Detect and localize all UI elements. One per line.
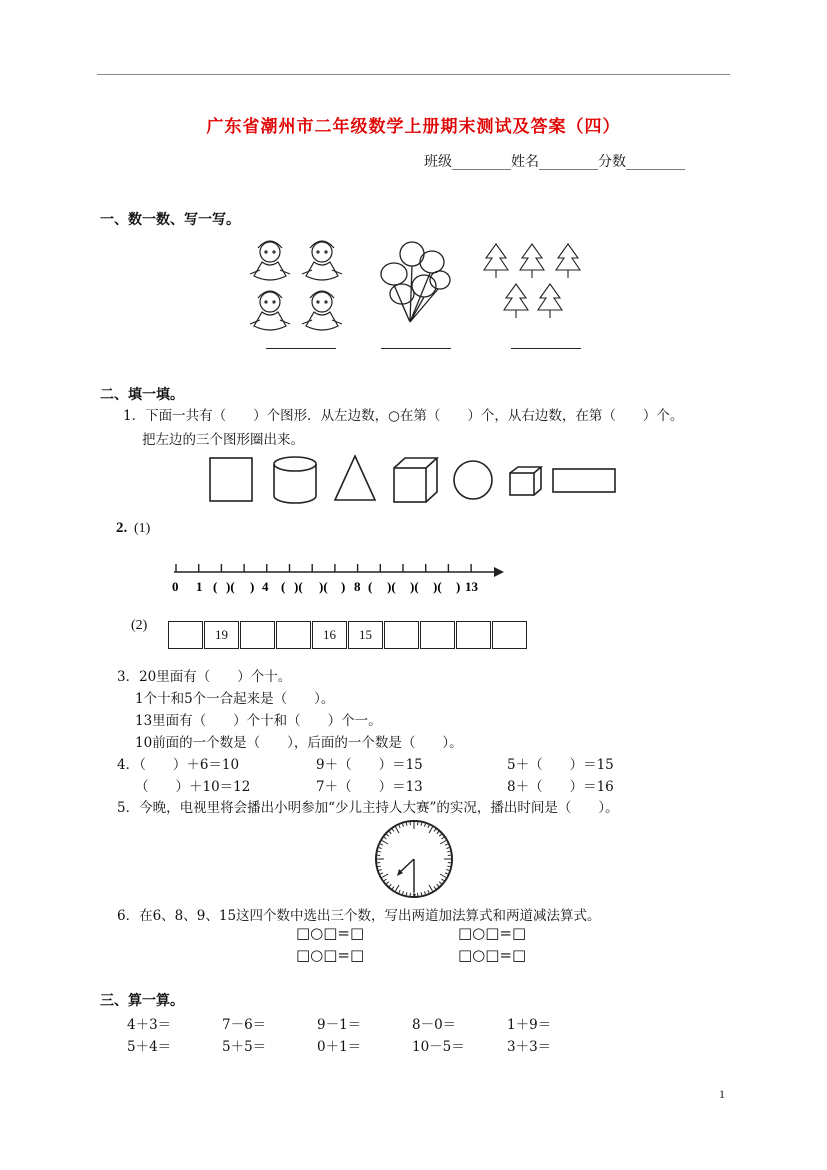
- shapes-row: [205, 452, 625, 508]
- q4-row2-b: 7＋（ ）＝13: [316, 779, 423, 795]
- clock-tick: [439, 834, 441, 836]
- student-info-line: 班级_______姓名_______分数_______: [424, 154, 686, 170]
- q2-sub2-label: (2): [131, 618, 148, 633]
- clock-tick: [445, 873, 448, 874]
- clock-tick: [428, 890, 429, 893]
- q5-text: 5．今晚，电视里将会播出小明参加“少儿主持人大赛”的实况，播出时间是（ ）。: [117, 800, 619, 816]
- q4-row2-c: 8＋（ ）＝16: [507, 779, 614, 795]
- q4-row1-c: 5＋（ ）＝15: [507, 757, 614, 773]
- calc-r1-3: 9－1＝: [317, 1017, 362, 1033]
- balloon-bunch: [381, 242, 450, 322]
- cylinder-shape: [274, 457, 316, 503]
- clock-tick: [429, 827, 433, 833]
- clock-tick: [387, 882, 389, 884]
- answer-blank-trees[interactable]: [511, 348, 581, 349]
- number-box-cell[interactable]: [492, 621, 527, 649]
- q6-formula-4[interactable]: □○□=□: [458, 946, 527, 964]
- clock-tick: [440, 874, 446, 878]
- clock-tick: [446, 870, 449, 871]
- q6-formula-1[interactable]: □○□=□: [296, 924, 365, 942]
- q6-formula-3[interactable]: □○□=□: [296, 946, 365, 964]
- number-box-cell[interactable]: [420, 621, 455, 649]
- number-box-cell: 16: [312, 621, 347, 649]
- clock-tick: [445, 844, 448, 845]
- section2-heading: 二、填一填。: [100, 387, 184, 403]
- section1-heading: 一、数一数、写一写。: [100, 212, 240, 228]
- square-shape: [210, 458, 252, 501]
- clock-tick: [399, 890, 400, 893]
- clock-tick: [421, 823, 422, 826]
- clock-tick: [406, 823, 407, 826]
- calc-r2-4: 10－5＝: [412, 1039, 465, 1055]
- clock-tick: [437, 832, 439, 834]
- clock-tick: [425, 891, 426, 894]
- answer-blank-dolls[interactable]: [266, 348, 336, 349]
- number-line-label: )(: [226, 579, 235, 594]
- number-line-label: (: [281, 579, 286, 594]
- number-line-label: ): [250, 579, 255, 594]
- clock-tick: [382, 874, 388, 878]
- number-box-cell[interactable]: [276, 621, 311, 649]
- clock-tick: [379, 870, 382, 871]
- number-box-cell[interactable]: [384, 621, 419, 649]
- header-rule: [97, 74, 730, 75]
- q3-line-1: 3．20里面有（ ）个十。: [117, 669, 292, 685]
- number-line-label: (: [368, 579, 373, 594]
- q1-instruction: 把左边的三个图形圈出来。: [142, 432, 304, 448]
- clock-tick: [406, 892, 407, 895]
- number-line-label: )(: [294, 579, 303, 594]
- calc-r1-5: 1＋9＝: [507, 1017, 552, 1033]
- clock-tick: [382, 841, 388, 845]
- clock-tick: [378, 866, 381, 867]
- q4-row1-a: 4．（ ）＋6＝10: [117, 757, 240, 773]
- clock-tick: [380, 844, 383, 845]
- number-line-label: 13: [465, 579, 478, 594]
- q6-text: 6．在6、8、9、15这四个数中选出三个数，写出两道加法算式和两道减法算式。: [117, 908, 601, 924]
- number-box-cell[interactable]: [456, 621, 491, 649]
- clock-tick: [396, 827, 400, 833]
- number-line-label: ): [456, 579, 461, 594]
- calc-r2-1: 5＋4＝: [127, 1039, 172, 1055]
- clock-tick: [378, 851, 381, 852]
- clock-tick: [384, 879, 386, 881]
- clock-tick: [439, 882, 441, 884]
- calc-r1-2: 7－6＝: [222, 1017, 267, 1033]
- number-line-label: 8: [354, 579, 361, 594]
- clock-tick: [429, 885, 433, 891]
- clock-tick: [389, 884, 391, 886]
- hour-hand: [399, 859, 414, 873]
- q2-label: 2.: [116, 520, 128, 536]
- page-number: 1: [719, 1087, 725, 1101]
- q2-sub1-label: (1): [134, 521, 151, 536]
- clock-tick: [403, 891, 404, 894]
- number-line-label: (: [213, 579, 218, 594]
- number-line-label: )(: [319, 579, 328, 594]
- clock-tick: [389, 832, 391, 834]
- clock-tick: [425, 824, 426, 827]
- calc-r2-3: 0＋1＝: [317, 1039, 362, 1055]
- number-line-label: 1: [196, 579, 203, 594]
- number-box-cell: 15: [348, 621, 383, 649]
- clock-tick: [434, 829, 436, 831]
- section3-heading: 三、算一算。: [100, 993, 184, 1009]
- triangle-shape: [335, 456, 375, 500]
- number-line-label: 0: [172, 579, 179, 594]
- calc-r2-5: 3＋3＝: [507, 1039, 552, 1055]
- page-title: 广东省潮州市二年级数学上册期末测试及答案（四）: [206, 117, 621, 137]
- q3-line-4: 10前面的一个数是（ ），后面的一个数是（ ）。: [135, 735, 463, 751]
- answer-blank-balloons[interactable]: [381, 348, 451, 349]
- tree-group: [484, 244, 580, 318]
- clock-tick: [434, 887, 436, 889]
- calc-r2-2: 5＋5＝: [222, 1039, 267, 1055]
- clock-tick: [446, 848, 449, 849]
- counting-pictures: [240, 236, 590, 356]
- clock-tick: [379, 848, 382, 849]
- clock-tick: [399, 825, 400, 828]
- number-line-label: ): [341, 579, 346, 594]
- calc-r1-4: 8－0＝: [412, 1017, 457, 1033]
- circle-shape: [454, 461, 492, 499]
- clock-tick: [384, 837, 386, 839]
- clock-tick: [447, 851, 450, 852]
- clock-tick: [396, 885, 400, 891]
- clock-tick: [392, 829, 394, 831]
- number-box-cell[interactable]: [168, 621, 203, 649]
- number-line-label: 4: [262, 579, 269, 594]
- number-line-label: )(: [387, 579, 396, 594]
- q6-formula-2[interactable]: □○□=□: [458, 924, 527, 942]
- number-line-label: )(: [433, 579, 442, 594]
- clock-tick: [387, 834, 389, 836]
- clock-tick: [403, 824, 404, 827]
- clock-tick: [392, 887, 394, 889]
- q1-text: 1．下面一共有（ ）个图形．从左边数，○在第（ ）个，从右边数，在第（ ）个。: [123, 408, 684, 424]
- rectangle-shape: [553, 469, 615, 492]
- number-line-arrow: [494, 567, 504, 577]
- clock-tick: [437, 884, 439, 886]
- clock-tick: [421, 892, 422, 895]
- q3-line-2: 1个十和5个一合起来是（ ）。: [135, 691, 335, 707]
- clock-tick: [380, 873, 383, 874]
- clock-tick: [447, 866, 450, 867]
- clock-face: [373, 818, 455, 900]
- q4-row2-a: （ ）＋10＝12: [135, 779, 251, 795]
- doll-group: [250, 241, 342, 330]
- number-line: [166, 558, 511, 598]
- q3-line-3: 13里面有（ ）个十和（ ）个一。: [135, 713, 382, 729]
- q4-row1-b: 9＋（ ）＝15: [316, 757, 423, 773]
- cube-shape: [394, 458, 437, 502]
- clock-tick: [442, 837, 444, 839]
- number-box-cell[interactable]: [240, 621, 275, 649]
- number-line-label: )(: [410, 579, 419, 594]
- clock-tick: [442, 879, 444, 881]
- clock-tick: [428, 825, 429, 828]
- number-box-cell: 19: [204, 621, 239, 649]
- clock-tick: [440, 841, 446, 845]
- small-cube-shape: [510, 467, 541, 495]
- calc-r1-1: 4＋3＝: [127, 1017, 172, 1033]
